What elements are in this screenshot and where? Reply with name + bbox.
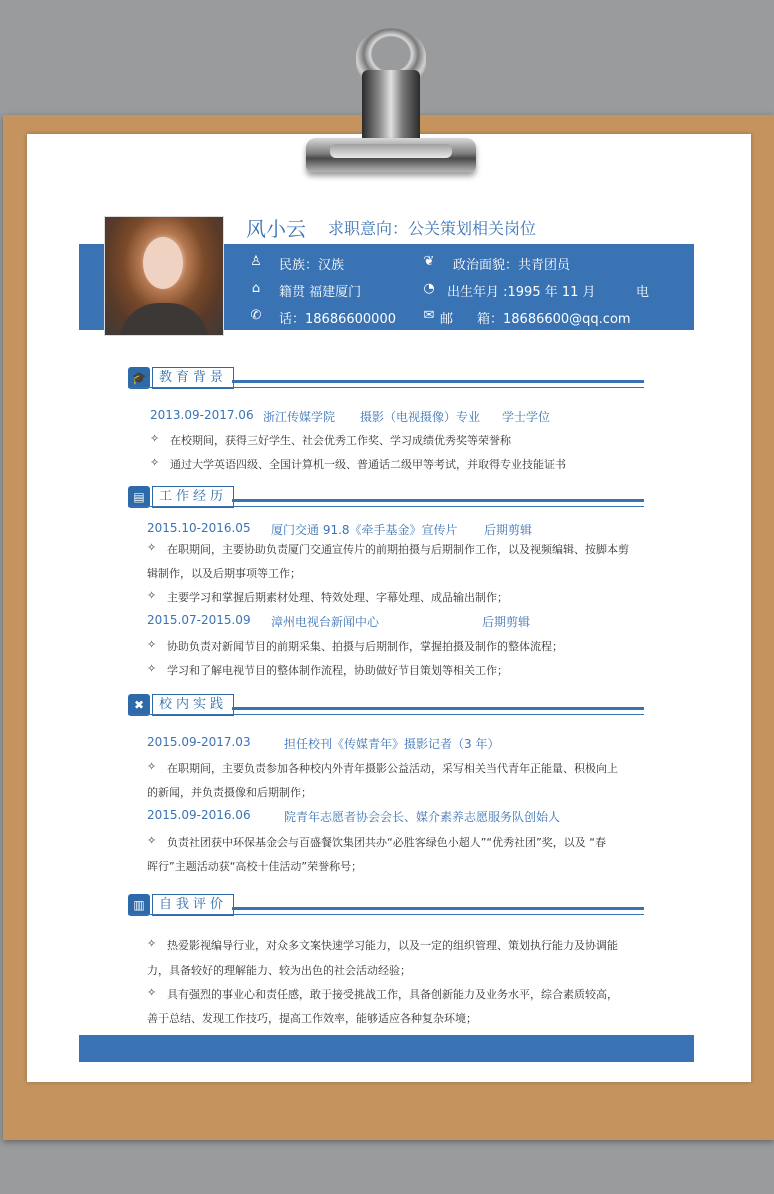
ethnicity-info: 民族：汉族	[279, 258, 345, 273]
section-title: 工作经历	[152, 486, 234, 508]
divider	[128, 714, 644, 715]
tools-icon: ✖	[128, 694, 150, 716]
bullet-icon: ✧	[147, 760, 157, 773]
edu-period: 2013.09-2017.06	[150, 408, 254, 422]
work2-org: 漳州电视台新闻中心	[271, 615, 380, 629]
binder-clip-body	[362, 70, 420, 148]
candidate-name: 风小云	[246, 217, 306, 241]
hometown-info: 籍贯 福建厦门	[279, 285, 362, 300]
section-title: 教育背景	[152, 367, 234, 389]
campus2-role: 院青年志愿者协会会长、媒介素养志愿服务队创始人	[284, 810, 561, 824]
work1-bullet-1-line1: 在职期间，主要协助负责厦门交通宣传片的前期拍摄与后期制作工作，以及视频编辑、按脚本剪	[167, 543, 629, 556]
job-intent: 求职意向：公关策划相关岗位	[328, 219, 537, 238]
campus1-role: 担任校刊《传媒青年》摄影记者（3 年）	[284, 737, 500, 751]
campus2-bullet-line2: 晖行”主题活动获“高校十佳活动”荣誉称号；	[147, 860, 363, 873]
bullet-icon: ✧	[150, 432, 160, 445]
divider	[232, 707, 644, 710]
self-bullet-2-line2: 善于总结、发现工作技巧，提高工作效率，能够适应各种复杂环境；	[147, 1012, 477, 1025]
self-bullet-1-line1: 热爱影视编导行业，对众多文案快速学习能力，以及一定的组织管理、策划执行能力及协调能	[167, 939, 618, 952]
photo-face	[143, 237, 183, 289]
document-icon: ▤	[128, 486, 150, 508]
home-icon: ⌂	[251, 281, 261, 296]
divider	[232, 499, 644, 502]
edu-degree: 学士学位	[502, 410, 551, 424]
work1-bullet-2: 主要学习和掌握后期素材处理、特效处理、字幕处理、成品输出制作；	[167, 591, 508, 604]
edu-major: 摄影（电视摄像）专业	[360, 410, 481, 424]
work1-role: 后期剪辑	[484, 523, 533, 537]
edu-bullet-1: 在校期间，获得三好学生、社会优秀工作奖、学习成绩优秀奖等荣誉称	[170, 434, 511, 447]
divider	[128, 387, 644, 388]
profile-photo	[104, 216, 224, 336]
leaf-icon: ❦	[423, 254, 435, 269]
bullet-icon: ✧	[147, 638, 157, 651]
binder-clip-highlight	[330, 144, 452, 158]
edu-bullet-2: 通过大学英语四级、全国计算机一级、普通话二级甲等考试，并取得专业技能证书	[170, 458, 566, 471]
bullet-icon: ✧	[147, 541, 157, 554]
campus1-bullet-line1: 在职期间，主要负责参加各种校内外青年摄影公益活动，采写相关当代青年正能量、积极向上	[167, 762, 618, 775]
work2-bullet-2: 学习和了解电视节目的整体制作流程，协助做好节目策划等相关工作；	[167, 664, 508, 677]
section-title: 自我评价	[152, 894, 234, 916]
bullet-icon: ✧	[147, 589, 157, 602]
footer-band	[79, 1035, 694, 1062]
work2-bullet-1: 协助负责对新闻节目的前期采集、拍摄与后期制作，掌握拍摄及制作的整体流程；	[167, 640, 563, 653]
photo-shoulders	[119, 303, 209, 336]
edu-school: 浙江传媒学院	[263, 410, 336, 424]
campus2-period: 2015.09-2016.06	[147, 808, 251, 822]
bullet-icon: ✧	[147, 834, 157, 847]
bullet-icon: ✧	[147, 662, 157, 675]
divider	[128, 506, 644, 507]
graduation-cap-icon: 🎓	[128, 367, 150, 389]
phone-icon: ✆	[250, 308, 262, 323]
notebook-icon: ▥	[128, 894, 150, 916]
section-title: 校内实践	[152, 694, 234, 716]
phone-info: 话：18686600000	[279, 312, 396, 327]
bullet-icon: ✧	[150, 456, 160, 469]
self-bullet-1-line2: 力，具备较好的理解能力、较为出色的社会活动经验；	[147, 964, 411, 977]
campus2-bullet-line1: 负责社团获中环保基金会与百盛餐饮集团共办“必胜客绿色小超人”“优秀社团”奖，以及 “春	[167, 836, 606, 849]
work1-org: 厦门交通 91.8《牵手基金》宣传片	[271, 523, 458, 537]
phone-label-tail: 电	[636, 285, 650, 300]
self-bullet-2-line1: 具有强烈的事业心和责任感，敢于接受挑战工作，具备创新能力及业务水平，综合素质较高，	[167, 988, 618, 1001]
work2-role: 后期剪辑	[482, 615, 531, 629]
campus1-bullet-line2: 的新闻，并负责摄像和后期制作；	[147, 786, 312, 799]
work1-bullet-1-line2: 辑制作，以及后期事项等工作；	[147, 567, 301, 580]
mail-icon: ✉	[423, 308, 435, 323]
bullet-icon: ✧	[147, 937, 157, 950]
work2-period: 2015.07-2015.09	[147, 613, 251, 627]
person-icon: ♙	[250, 254, 262, 269]
campus1-period: 2015.09-2017.03	[147, 735, 251, 749]
bullet-icon: ✧	[147, 986, 157, 999]
political-info: 政治面貌：共青团员	[453, 258, 571, 273]
clock-icon: ◔	[423, 281, 435, 296]
email-label: 邮	[440, 312, 454, 327]
work1-period: 2015.10-2016.05	[147, 521, 251, 535]
divider	[128, 914, 644, 915]
birth-info: 出生年月 :1995 年 11 月	[447, 285, 596, 300]
email-info: 箱：18686600@qq.com	[477, 312, 631, 327]
divider	[232, 380, 644, 383]
divider	[232, 907, 644, 910]
